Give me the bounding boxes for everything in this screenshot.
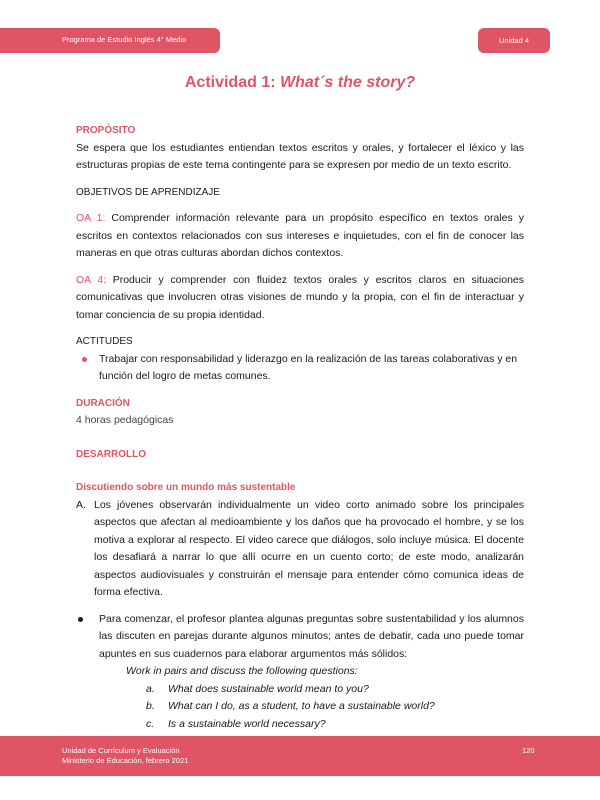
question-marker: a. — [146, 682, 155, 695]
footer-line-2: Ministerio de Educación, febrero 2021 — [62, 756, 189, 765]
step-a-text: Los jóvenes observarán individualmente un video corto animado sobre los principales aspectos que afectan al medioambiente y los daños que ha provocado el hombre, y se los motiva a explorar al respecto. El video carece que diálogos, solo incluye música. El docente los desafiará a narrar lo que allí ocurre en un cuento corto; de este modo, analizarán aspectos audiovisuales y construirán el mensaje para entender cómo comunica ideas de forma efectiva. — [94, 498, 524, 598]
footer-credits — [62, 746, 188, 766]
duracion-heading: DURACIÓN — [76, 397, 130, 409]
oa1-paragraph — [76, 210, 524, 263]
desarrollo-subheading: Discutiendo sobre un mundo más sustentable — [76, 482, 296, 493]
page-title — [0, 74, 600, 92]
question-item — [146, 698, 524, 716]
question-text: What does sustainable world mean to you? — [168, 682, 369, 695]
question-marker: b. — [146, 700, 155, 712]
actitudes-heading: ACTITUDES — [76, 336, 133, 347]
page-number: 120 — [522, 746, 535, 755]
oa1-label: OA 1: — [76, 212, 106, 224]
proposito-text: Se espera que los estudiantes entiendan textos escritos y orales, y fortalecer el léxico y las estructuras propias de este tema contingente para se expresen por medio de un texto escrito. — [76, 141, 524, 171]
question-marker: c. — [146, 717, 155, 730]
bullet-icon — [78, 617, 83, 622]
unit-badge: Unidad 4 — [478, 28, 550, 53]
oa1-text: Comprender información relevante para un propósito específico en textos orales y escritos en contextos relacionados con sus intereses e inquietudes, con el fin de conocer las maneras en que otras culturas abordan dichos contextos. — [76, 212, 524, 259]
oa4-label: OA 4: — [76, 273, 107, 286]
question-list — [126, 663, 524, 733]
document-body — [76, 122, 524, 733]
step-a — [76, 497, 524, 602]
proposito-heading: PROPÓSITO — [76, 125, 136, 136]
oa4-text: Producir y comprender con fluidez textos orales y escritos claros en situaciones comunicativas que involucren otras visiones de mundo y la propia, con el fin de interactuar y tomar conciencia de su propia identidad. — [76, 273, 524, 321]
title-italic: What´s the story? — [280, 74, 416, 91]
footer-line-1: Unidad de Currículum y Evaluación — [62, 746, 180, 755]
step-bullet — [76, 611, 524, 664]
step-a-marker: A. — [76, 498, 86, 511]
question-text: Is a sustainable world necessary? — [168, 717, 326, 730]
question-item — [146, 681, 524, 699]
question-text: What can I do, as a student, to have a sustainable world? — [168, 700, 435, 712]
instruction-text: Work in pairs and discuss the following questions: — [126, 665, 358, 677]
actitudes-item — [76, 351, 524, 386]
desarrollo-heading: DESARROLLO — [76, 448, 146, 460]
question-item — [146, 716, 524, 734]
objetivos-heading: OBJETIVOS DE APRENDIZAJE — [76, 186, 220, 198]
step-bullet-text: Para comenzar, el profesor plantea algunas preguntas sobre sustentabilidad y los alumnos las discuten en parejas durante algunos minutos; antes de debatir, cada uno puede tomar apuntes en sus cuadernos para elaborar argumentos más sólidos: — [99, 612, 524, 660]
actitudes-text: Trabajar con responsabilidad y liderazgo en la realización de las tareas colaborativas y en función del logro de metas comunes. — [99, 352, 518, 382]
program-title: Programa de Estudio Inglés 4° Medio — [62, 35, 187, 44]
title-prefix: Actividad 1: — [184, 74, 280, 91]
bullet-icon — [82, 357, 87, 362]
duracion-text: 4 horas pedagógicas — [76, 414, 174, 426]
oa4-paragraph — [76, 272, 524, 325]
